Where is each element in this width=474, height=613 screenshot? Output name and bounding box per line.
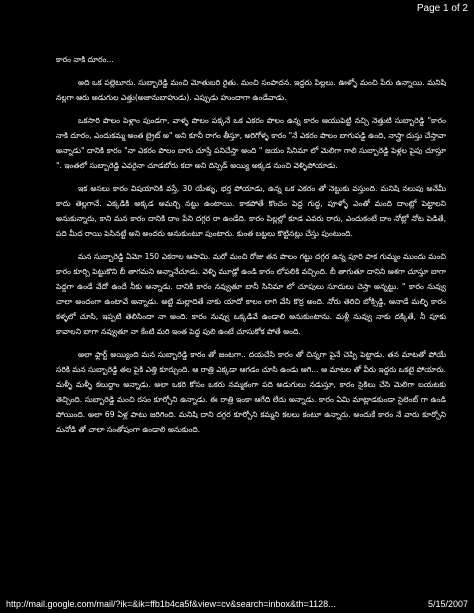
document-title-line: కారం నాకి దూరం... bbox=[56, 55, 114, 64]
document-paragraph: అలా ఫ్లార్ట్ అయ్యింది మన సుబ్బారెడ్డి కారం తో జంటగా.. దయచేసి కారం తో చిన్నగా పైనే చెప్పి పెట్టాడు. తన మాటతో పోయే సరికి మన సుబ్బారెడ్డి తల పైకి ఎత్తి కూర్చుంది. ఆ రాత్రి ఎక్కడా ఆగడం చూసి ఉండు ఆగి... ఆ మాటల తో వీరు ఇద్దరు ఒకటై పోయారు. మళ్ళీ మళ్ళీ కలుద్దాం అన్నాడు. అలా ఒకరి కోసం ఒకరు నమ్మకంగా పది అడుగులు నడుస్తూ, కారం సైకిలు చేసి మెలిగా బయటకు తెచ్చింది. సుబ్బారెడ్డి మంచి రసం కూర్చోని ఉన్నాడు. ఈ రాత్రి ఇంకా ఆగేది లేదు అన్నాడు. కారం ఏమి మాట్లాడకుండా సైలెంట్ గా ఉండి పోయింది. అలా 69 ఏళ్ల పాటు జరిగింది. మనిషి దాని దగ్గర కూర్చోని కమ్మని కలలు కంటూ ఉన్నారు. అందుకే కారం నే వారు కూర్చోని మనోడి తో చాలా సంతోషంగా ఉండాలి అనుకుంది. bbox=[56, 350, 446, 434]
document-paragraph: ఇక అసలు కారం విషయానికి వస్తే, 30 యేళ్ళు, భర్త పోయాడు, ఉన్న ఒక ఎకరం తో నెట్టుకు వస్తుంది. మనిషి నలుపు అనేమీ కాదు తెల్లగానే. ఎక్కడికి అక్కడ అమర్చి నట్టు ఉంటాయి. కాకపోతే కొంచం పెద్ద గుద్ద, పూళ్ళో ఎంతో మంది దాంట్లో పెట్టాలని అనుకున్నారు, కాని మన కారం దానికి దాం పేని దగ్గర రా ఉండేది. కారం పిల్లల్లో కూడ ఎవరు రారు, ఎందుకంటే దాం నోట్లో నోట పెడితే, పది మీద రాయి పెసినట్టే అని అందరు అనుకుంటూ పుంటారు. కుంత బట్టలు కొట్టినట్లు చేస్తు పుంటుంది. bbox=[56, 184, 446, 238]
footer-url: http://mail.google.com/mail/?ik=&ik=ffb1b4ca5f&view=cv&search=inbox&th=1128... bbox=[6, 599, 336, 609]
document-paragraph: ఒకసారి పొలం పెళ్లాం పుండగా, వాళ్ళ పొలం పక్కనే ఒక ఎకరం పొలం ఉన్న కారం ఆయుపెట్టి నచ్చి నెత్తుటి సుబ్బారెడ్డి "కారం నాకి దూరం, ఎందుకమ్మ అంత బ్రైట్ అ" అని కూనీ రాగం తీస్తూ, అరిగోళ్ళ కారం "నే ఎకరం పొలం బాగుపడ్డి ఉంది, నాస్త్రా దుస్తు చేస్తావా అన్నాడు" దానికి కారం "నా ఎకరం పొలం బాగు చూస్తే పనిచేస్తా అంది " జయం సినిమా లో మెలిగా గాలి సుబ్బారెడ్డి పెళ్లల పైపు చూస్తూ ". ఇంతలో సుబ్బారెడ్డి ఎవరైనా చూడబోరు కదా అని దిస్సెడ్ అయ్యి అక్కడ నుంచి వెళ్ళిపోయాడు. bbox=[56, 116, 446, 170]
page-footer bbox=[6, 599, 468, 609]
document-body bbox=[56, 52, 446, 592]
document-paragraph: అది ఒక పల్లెటూరు. సుబ్బారెడ్డి మంచి మోతుబరి రైతు. మంచి సంపాదన. ఇద్దరు పిల్లలు. ఊళ్ళో మంచి పేరు ఉన్నాయి. మనిషి నల్లగా ఆరు అడుగుల ఎత్తు(అజానుబాహుడు). ఎప్పుడు హుందాగా ఉండేవాడు. bbox=[56, 78, 446, 102]
page-indicator: Page 1 of 2 bbox=[416, 3, 468, 14]
document-paragraph: మన సుబ్బారెడ్డి ఏమో 150 ఎకరాల ఆసామి. మరో మంచి రోజు తన పొలం గట్టు దగ్గర ఉన్న పూరి పాక గుమ్మం ముందు మంచి కారం కూర్చి పెట్టుకొని బీ తాగమని అన్నానేచూడు. వెళ్ళి మూడ్లో ఉండి కారం లోపలికి వచ్చింది. బీ తాగుతూ దానిని ఆశగా చూస్తూ బాగా పెద్దగా ఉండే వేదో ఉందే నీకు అన్నాడు. దానికి కారం నవ్వుతూ బానీ సినిమా లో చూపులు సూదులు చెస్తా అన్నట్టు. " కారం నువ్వు చాలా అందంగా ఉంటావే అన్నాడు. అట్టి మల్లాదితే నాకు యాదో కాలం లాగి వేసి కొర్ర అంది. నోరు తెరిచి బోక్సిడ్డి, ఆనాడే మల్ళి కారం కళ్ళలో చూసి, ఇప్పటి తెలిసిందా నా అంది. కారం నువ్వు ఒక్కడివే ఉండాలి అనుకుంటాను. మళ్లీ నువ్వు నాకు దక్కితే, నీ పూకు కావాలని బాగా నవ్వుతూ నా కేంటి మరి ఇంత పెద్ద పులి ఉంటే చూసుకోక పోతే అంది. bbox=[56, 252, 446, 336]
footer-date: 5/15/2007 bbox=[427, 599, 468, 609]
